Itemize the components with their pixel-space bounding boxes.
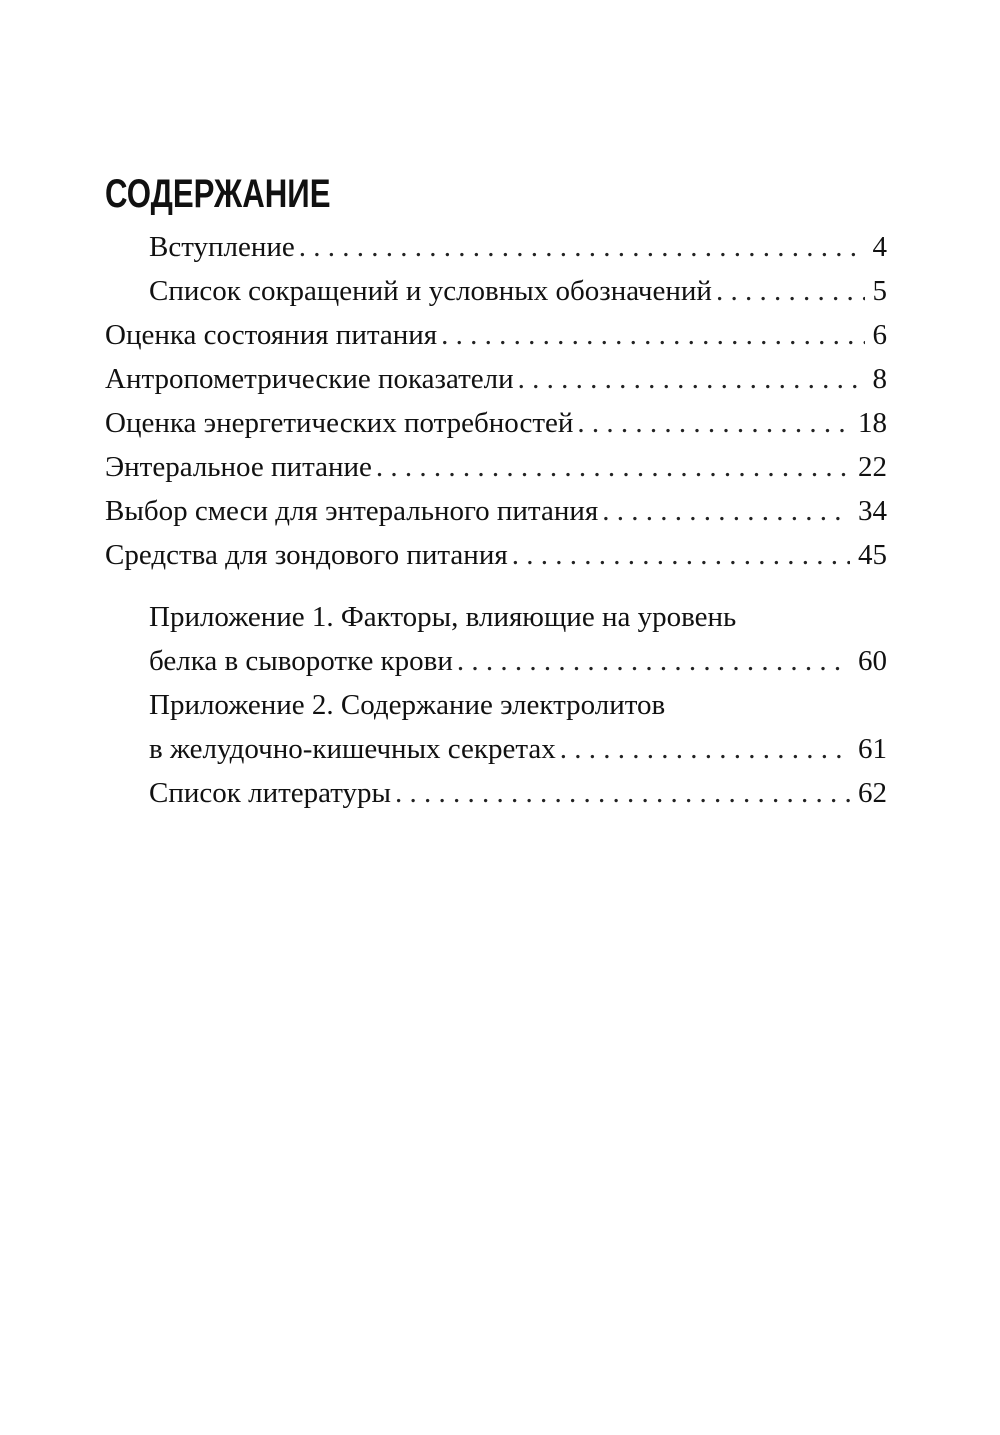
toc-entry-anthropometrics[interactable] bbox=[105, 357, 887, 401]
section-spacer bbox=[105, 577, 887, 595]
toc-entry-page: 34 bbox=[858, 495, 887, 527]
toc-entry-formula-choice[interactable] bbox=[105, 489, 887, 533]
dot-leader bbox=[512, 533, 850, 577]
toc-entry-label: Список сокращений и условных обозначений bbox=[149, 275, 712, 307]
toc-entry-label: в желудочно-кишечных секретах bbox=[149, 733, 556, 765]
toc-entry-abbreviations[interactable] bbox=[105, 269, 887, 313]
dot-leader bbox=[457, 639, 850, 683]
dot-leader bbox=[716, 269, 865, 313]
toc-entry-page: 45 bbox=[858, 539, 887, 571]
dot-leader bbox=[441, 313, 864, 357]
toc-entry-page: 60 bbox=[858, 645, 887, 677]
toc-entry-appendix-2[interactable] bbox=[105, 683, 887, 771]
toc-entry-label: Оценка энергетических потребностей bbox=[105, 407, 574, 439]
page-title: СОДЕРЖАНИЕ bbox=[105, 172, 331, 216]
toc-entry-energy-needs[interactable] bbox=[105, 401, 887, 445]
toc-entry-label: Вступление bbox=[149, 231, 295, 263]
toc-entry-first-line: Приложение 2. Содержание электролитов bbox=[149, 689, 666, 721]
toc-entry-label: Средства для зондового питания bbox=[105, 539, 508, 571]
toc-entry-references[interactable] bbox=[105, 771, 887, 815]
dot-leader bbox=[602, 489, 850, 533]
toc-entry-enteral-nutrition[interactable] bbox=[105, 445, 887, 489]
toc-entry-label: Энтеральное питание bbox=[105, 451, 372, 483]
toc-entry-introduction[interactable] bbox=[105, 225, 887, 269]
table-of-contents bbox=[105, 225, 887, 815]
toc-entry-page: 62 bbox=[858, 777, 887, 809]
toc-entry-appendix-1[interactable] bbox=[105, 595, 887, 683]
toc-entry-label: Антропометрические показатели bbox=[105, 363, 514, 395]
toc-entry-first-line: Приложение 1. Факторы, влияющие на уровень bbox=[149, 601, 737, 633]
dot-leader bbox=[560, 727, 850, 771]
dot-leader bbox=[518, 357, 865, 401]
dot-leader bbox=[395, 771, 850, 815]
toc-entry-tube-feeding[interactable] bbox=[105, 533, 887, 577]
toc-entry-label: Выбор смеси для энтерального питания bbox=[105, 495, 599, 527]
toc-entry-nutrition-assessment[interactable] bbox=[105, 313, 887, 357]
toc-entry-page: 61 bbox=[858, 733, 887, 765]
toc-entry-page: 22 bbox=[858, 451, 887, 483]
dot-leader bbox=[299, 225, 865, 269]
toc-entry-page: 8 bbox=[872, 363, 887, 395]
toc-entry-page: 18 bbox=[858, 407, 887, 439]
toc-entry-label: Оценка состояния питания bbox=[105, 319, 438, 351]
toc-entry-label: Список литературы bbox=[149, 777, 392, 809]
toc-entry-page: 4 bbox=[872, 231, 887, 263]
toc-entry-page: 5 bbox=[872, 275, 887, 307]
toc-entry-page: 6 bbox=[872, 319, 887, 351]
toc-entry-label: белка в сыворотке крови bbox=[149, 645, 453, 677]
dot-leader bbox=[376, 445, 850, 489]
dot-leader bbox=[577, 401, 850, 445]
